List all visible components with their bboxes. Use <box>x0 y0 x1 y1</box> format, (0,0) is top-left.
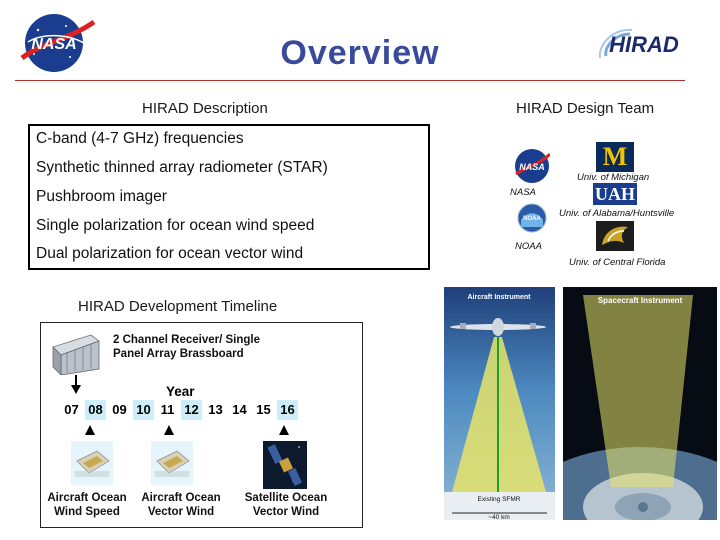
aircraft-vector-image <box>151 441 193 485</box>
svg-text:Aircraft Instrument: Aircraft Instrument <box>467 294 531 301</box>
arrow-stem <box>75 375 77 385</box>
description-item: Synthetic thinned array radiometer (STAR) <box>36 159 328 176</box>
description-item: Single polarization for ocean wind speed <box>36 217 315 234</box>
description-box <box>28 124 430 270</box>
team-label: HIRAD Design Team <box>516 100 655 117</box>
arrow-down-icon <box>71 385 81 394</box>
year-label: Year <box>166 384 195 399</box>
team-caption-michigan: Univ. of Michigan <box>577 172 650 183</box>
team-caption-nasa: NASA <box>510 187 536 198</box>
spacecraft-instrument-image <box>563 287 717 520</box>
nasa-team-logo <box>514 148 550 184</box>
satellite-image <box>263 441 307 489</box>
arrow-up-icon <box>85 425 95 435</box>
year-cell: 09 <box>112 402 127 417</box>
svg-text:~40 km: ~40 km <box>488 514 510 520</box>
year-cell: 12 <box>181 400 202 420</box>
page-title: Overview <box>280 34 440 72</box>
description-item: Dual polarization for ocean vector wind <box>36 245 304 262</box>
description-label: HIRAD Description <box>142 100 268 117</box>
brassboard-icon <box>51 333 101 375</box>
description-item: C-band (4-7 GHz) frequencies <box>36 130 244 147</box>
year-cell: 16 <box>277 400 298 420</box>
noaa-logo <box>517 203 547 233</box>
svg-text:HIRAD: HIRAD <box>609 32 679 57</box>
ucf-logo <box>596 221 634 251</box>
svg-text:NOAA: NOAA <box>523 216 541 222</box>
year-cell: 13 <box>208 402 223 417</box>
year-cell: 08 <box>85 400 106 420</box>
team-caption-uah: Univ. of Alabama/Huntsville <box>559 208 675 219</box>
header-rule <box>15 80 685 81</box>
hirad-logo <box>596 28 688 68</box>
team-caption-ucf: Univ. of Central Florida <box>569 257 666 268</box>
svg-text:Existing SFMR: Existing SFMR <box>477 496 521 503</box>
arrow-up-icon <box>279 425 289 435</box>
milestone-caption: Aircraft Ocean Vector Wind <box>141 492 221 518</box>
svg-text:NASA: NASA <box>31 36 77 53</box>
aircraft-antenna-image <box>71 441 113 485</box>
year-cell: 11 <box>160 402 175 417</box>
uah-logo: UAH <box>595 184 635 204</box>
svg-text:Spacecraft Instrument: Spacecraft Instrument <box>597 296 683 305</box>
year-cell: 15 <box>256 402 271 417</box>
aircraft-instrument-image <box>444 287 555 520</box>
arrow-up-icon <box>164 425 174 435</box>
michigan-logo: M <box>596 142 634 172</box>
milestone-caption: Satellite Ocean Vector Wind <box>244 492 328 518</box>
timeline-panel <box>40 322 363 528</box>
description-item: Pushbroom imager <box>36 188 167 205</box>
team-caption-noaa: NOAA <box>515 241 542 252</box>
year-cell: 14 <box>232 402 247 417</box>
year-cell: 10 <box>133 400 154 420</box>
milestone-caption: Aircraft Ocean Wind Speed <box>47 492 127 518</box>
svg-text:NASA: NASA <box>519 162 545 172</box>
year-cell: 07 <box>64 402 79 417</box>
timeline-label: HIRAD Development Timeline <box>78 298 278 315</box>
brassboard-caption: 2 Channel Receiver/ Single Panel Array Brassboard <box>113 334 261 360</box>
